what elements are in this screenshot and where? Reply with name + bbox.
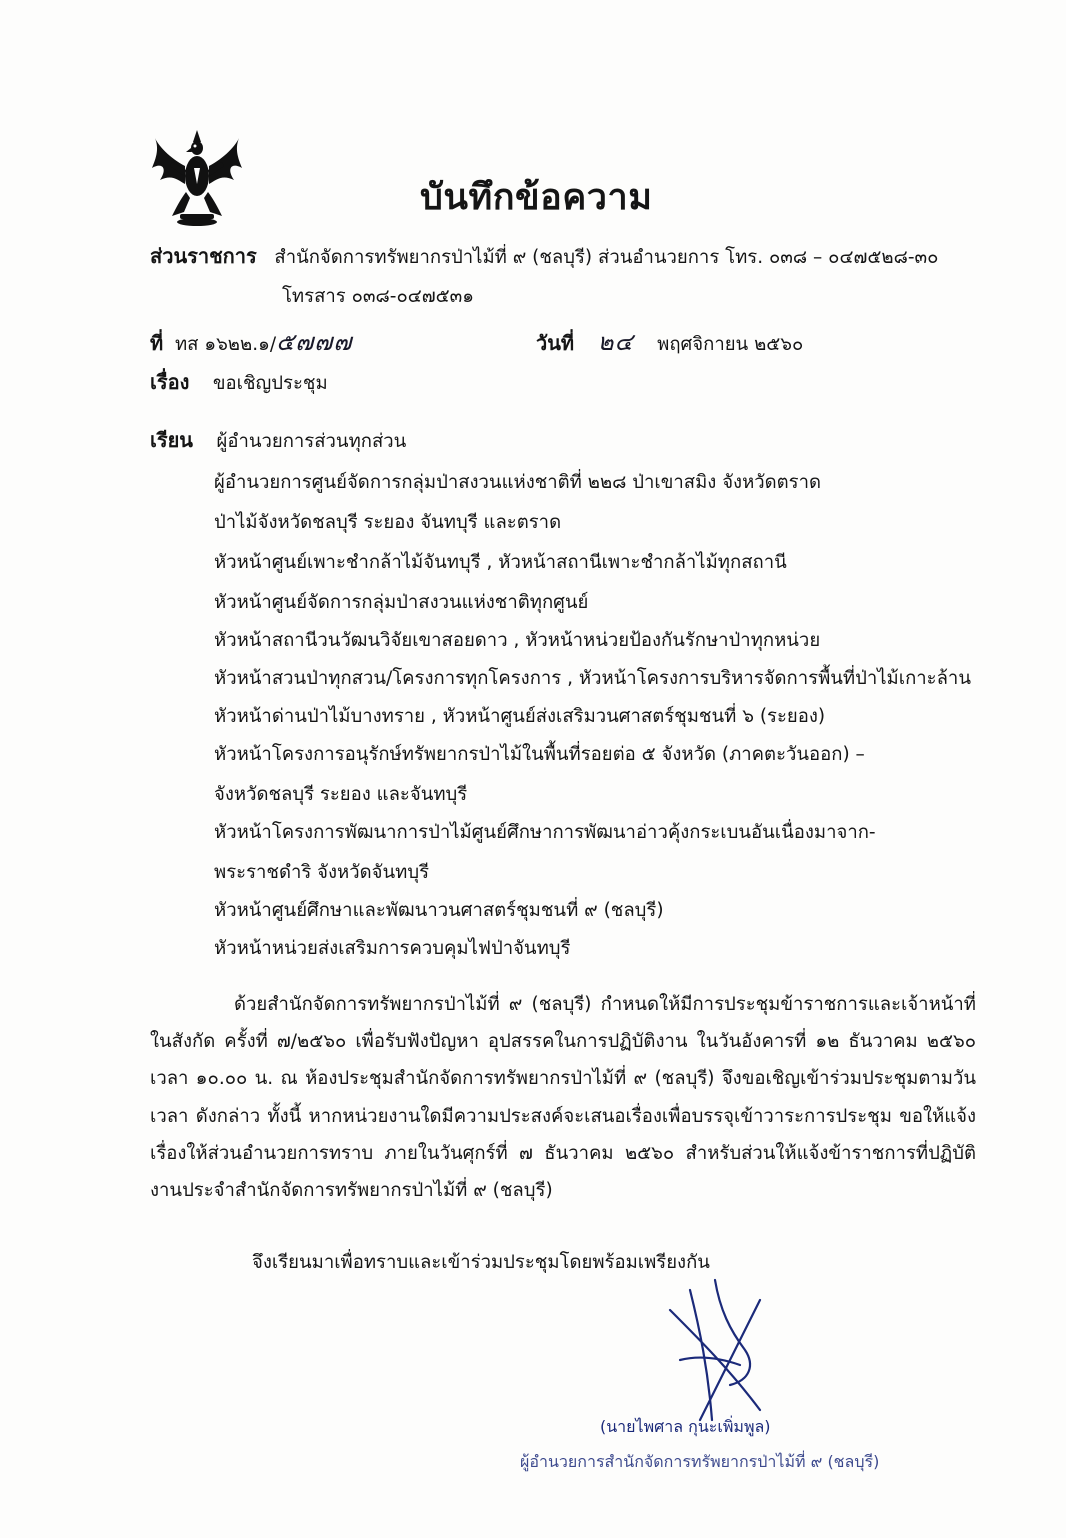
recipient-line: หัวหน้าสถานีวนวัฒนวิจัยเขาสอยดาว , หัวหน้าหน่วยป้องกันรักษาป่าทุกหน่วย	[214, 630, 821, 651]
handwritten-signature	[630, 1270, 810, 1430]
subject-value: ขอเชิญประชุม	[212, 373, 328, 394]
garuda-emblem-icon	[150, 128, 245, 228]
subject-label: เรื่อง	[150, 370, 190, 394]
to-first-recipient: ผู้อำนวยการส่วนทุกส่วน	[216, 431, 407, 452]
agency-value: สำนักจัดการทรัพยากรป่าไม้ที่ ๙ (ชลบุรี) ส่วนอำนวยการ โทร. ๐๓๘ – ๐๔๗๕๒๘-๓๐	[274, 247, 939, 268]
recipient-line: หัวหน้าศูนย์จัดการกลุ่มป่าสงวนแห่งชาติทุกศูนย์	[214, 592, 589, 613]
recipient-line: หัวหน้าศูนย์เพาะชำกล้าไม้จันทบุรี , หัวหน้าสถานีเพาะชำกล้าไม้ทุกสถานี	[214, 552, 787, 573]
closing-line: จึงเรียนมาเพื่อทราบและเข้าร่วมประชุมโดยพร้อมเพรียงกัน	[252, 1252, 710, 1273]
date-row	[536, 328, 803, 357]
date-label: วันที่	[536, 331, 575, 355]
recipient-line: ป่าไม้จังหวัดชลบุรี ระยอง จันทบุรี และตราด	[214, 512, 562, 533]
body-paragraph: ด้วยสำนักจัดการทรัพยากรป่าไม้ที่ ๙ (ชลบุรี) กำหนดให้มีการประชุมข้าราชการและเจ้าหน้าที่ในสังกัด ครั้งที่ ๗/๒๕๖๐ เพื่อรับฟังปัญหา อุปสรรคในการปฏิบัติงาน ในวันอังคารที่ ๑๒ ธันวาคม ๒๕๖๐ เวลา ๑๐.๐๐ น. ณ ห้องประชุมสำนักจัดการทรัพยากรป่าไม้ที่ ๙ (ชลบุรี) จึงขอเชิญเข้าร่วมประชุมตามวัน เวลา ดังกล่าว ทั้งนี้ หากหน่วยงานใดมีความประสงค์จะเสนอเรื่องเพื่อบรรจุเข้าวาระการประชุม ขอให้แจ้งเรื่องให้ส่วนอำนวยการทราบ ภายในวันศุกร์ที่ ๗ ธันวาคม ๒๕๖๐ สำหรับส่วนให้แจ้งข้าราชการที่ปฏิบัติงานประจำสำนักจัดการทรัพยากรป่าไม้ที่ ๙ (ชลบุรี)	[150, 994, 976, 1202]
recipient-line: หัวหน้าโครงการอนุรักษ์ทรัพยากรป่าไม้ในพื้นที่รอยต่อ ๕ จังหวัด (ภาคตะวันออก) –	[214, 744, 865, 765]
recipient-line: ผู้อำนวยการศูนย์จัดการกลุ่มป่าสงวนแห่งชาติที่ ๒๒๘ ป่าเขาสมิง จังหวัดตราด	[214, 472, 822, 493]
reference-number-handwritten: ๕๗๗๗	[276, 328, 353, 356]
recipient-line: พระราชดำริ จังหวัดจันทบุรี	[214, 862, 429, 883]
reference-prefix: ทส ๑๖๒๒.๑/	[174, 334, 277, 355]
agency-label: ส่วนราชการ	[150, 244, 257, 268]
fax-row: โทรสาร ๐๓๘-๐๔๗๕๓๑	[282, 286, 475, 307]
recipient-line: หัวหน้าโครงการพัฒนาการป่าไม้ศูนย์ศึกษาการพัฒนาอ่าวคุ้งกระเบนอันเนื่องมาจาก-	[214, 822, 876, 843]
recipient-line: จังหวัดชลบุรี ระยอง และจันทบุรี	[214, 784, 468, 805]
recipient-line: หัวหน้าสวนป่าทุกสวน/โครงการทุกโครงการ , หัวหน้าโครงการบริหารจัดการพื้นที่ป่าไม้เกาะล้าน	[214, 668, 971, 689]
signer-name: (นายไพศาล กุนะเพิ่มพูล)	[600, 1417, 771, 1436]
recipient-line: หัวหน้าหน่วยส่งเสริมการควบคุมไฟป่าจันทบุรี	[214, 938, 571, 959]
agency-row	[150, 244, 938, 269]
recipient-line: หัวหน้าศูนย์ศึกษาและพัฒนาวนศาสตร์ชุมชนที่ ๙ (ชลบุรี)	[214, 900, 664, 921]
date-month-year: พฤศจิกายน ๒๕๖๐	[657, 334, 804, 355]
subject-row	[150, 370, 328, 395]
reference-row	[150, 328, 352, 357]
to-row	[150, 428, 406, 453]
signer-position: ผู้อำนวยการสำนักจัดการทรัพยากรป่าไม้ที่ ๙ (ชลบุรี)	[520, 1452, 880, 1471]
document-title: บันทึกข้อความ	[420, 177, 653, 218]
to-label: เรียน	[150, 428, 193, 452]
recipient-line: หัวหน้าด่านป่าไม้บางทราย , หัวหน้าศูนย์ส่งเสริมวนศาสตร์ชุมชนที่ ๖ (ระยอง)	[214, 706, 826, 727]
date-day-handwritten: ๒๔	[597, 328, 634, 356]
reference-label: ที่	[150, 331, 164, 355]
